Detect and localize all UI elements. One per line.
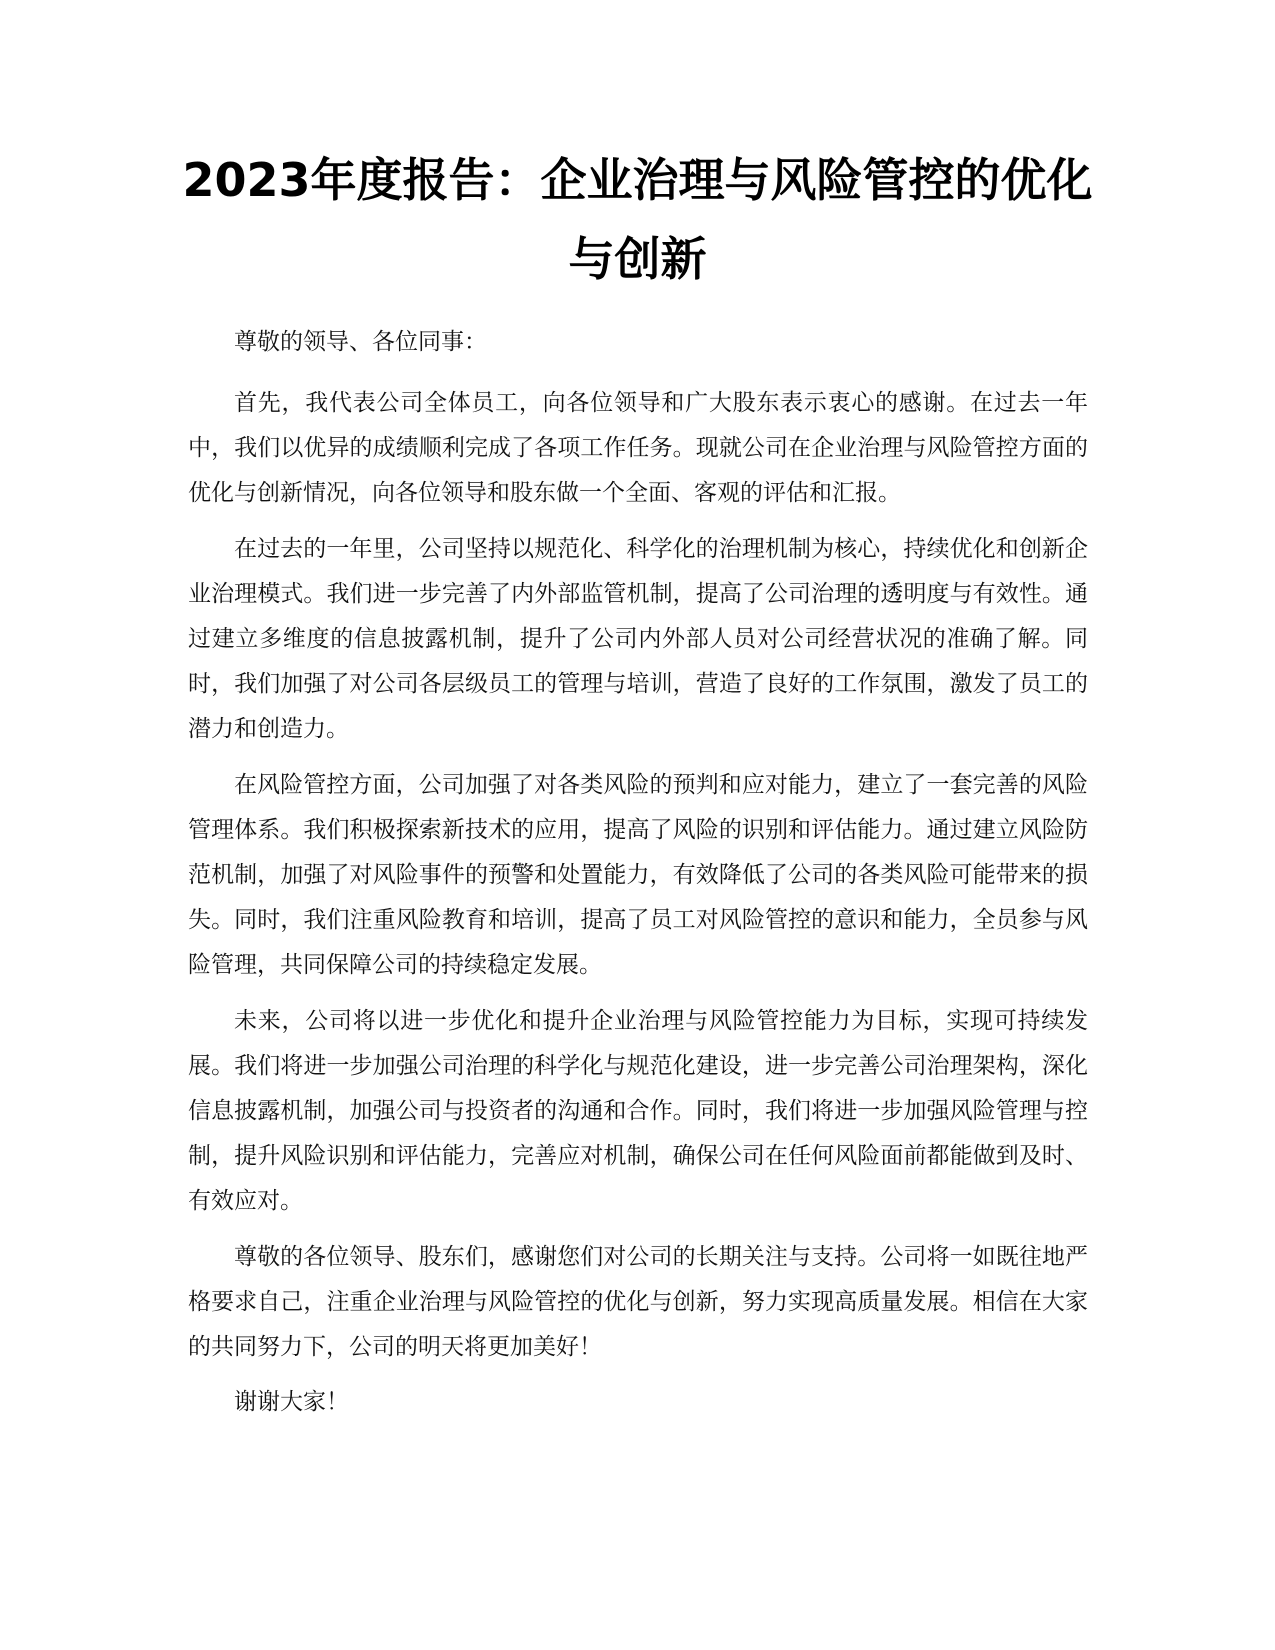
paragraph-gratitude: 尊敬的各位领导、股东们，感谢您们对公司的长期关注与支持。公司将一如既往地严格要求自己，注重企业治理与风险管控的优化与创新，努力实现高质量发展。相信在大家的共同努力下，公司的明天将更加美好！ xyxy=(188,1244,1088,1360)
paragraph-future: 未来，公司将以进一步优化和提升企业治理与风险管控能力为目标，实现可持续发展。我们将进一步加强公司治理的科学化与规范化建设，进一步完善公司治理架构，深化信息披露机制，加强公司与投资者的沟通和合作。同时，我们将进一步加强风险管理与控制，提升风险识别和评估能力，完善应对机制，确保公司在任何风险面前都能做到及时、有效应对。 xyxy=(188,1008,1088,1214)
document-title-line-1: 2023年度报告：企业治理与风险管控的优化 xyxy=(182,153,1093,207)
paragraph-opening: 首先，我代表公司全体员工，向各位领导和广大股东表示衷心的感谢。在过去一年中，我们以优异的成绩顺利完成了各项工作任务。现就公司在企业治理与风险管控方面的优化与创新情况，向各位领导和股东做一个全面、客观的评估和汇报。 xyxy=(188,390,1088,506)
salutation: 尊敬的领导、各位同事： xyxy=(234,329,487,355)
paragraph-risk-control: 在风险管控方面，公司加强了对各类风险的预判和应对能力，建立了一套完善的风险管理体系。我们积极探索新技术的应用，提高了风险的识别和评估能力。通过建立风险防范机制，加强了对风险事件的预警和处置能力，有效降低了公司的各类风险可能带来的损失。同时，我们注重风险教育和培训，提高了员工对风险管控的意识和能力，全员参与风险管理，共同保障公司的持续稳定发展。 xyxy=(188,772,1088,978)
document-title-line-2: 与创新 xyxy=(568,232,707,286)
paragraph-governance: 在过去的一年里，公司坚持以规范化、科学化的治理机制为核心，持续优化和创新企业治理模式。我们进一步完善了内外部监管机制，提高了公司治理的透明度与有效性。通过建立多维度的信息披露机制，提升了公司内外部人员对公司经营状况的准确了解。同时，我们加强了对公司各层级员工的管理与培训，营造了良好的工作氛围，激发了员工的潜力和创造力。 xyxy=(188,536,1088,742)
closing-thanks: 谢谢大家！ xyxy=(234,1389,349,1415)
